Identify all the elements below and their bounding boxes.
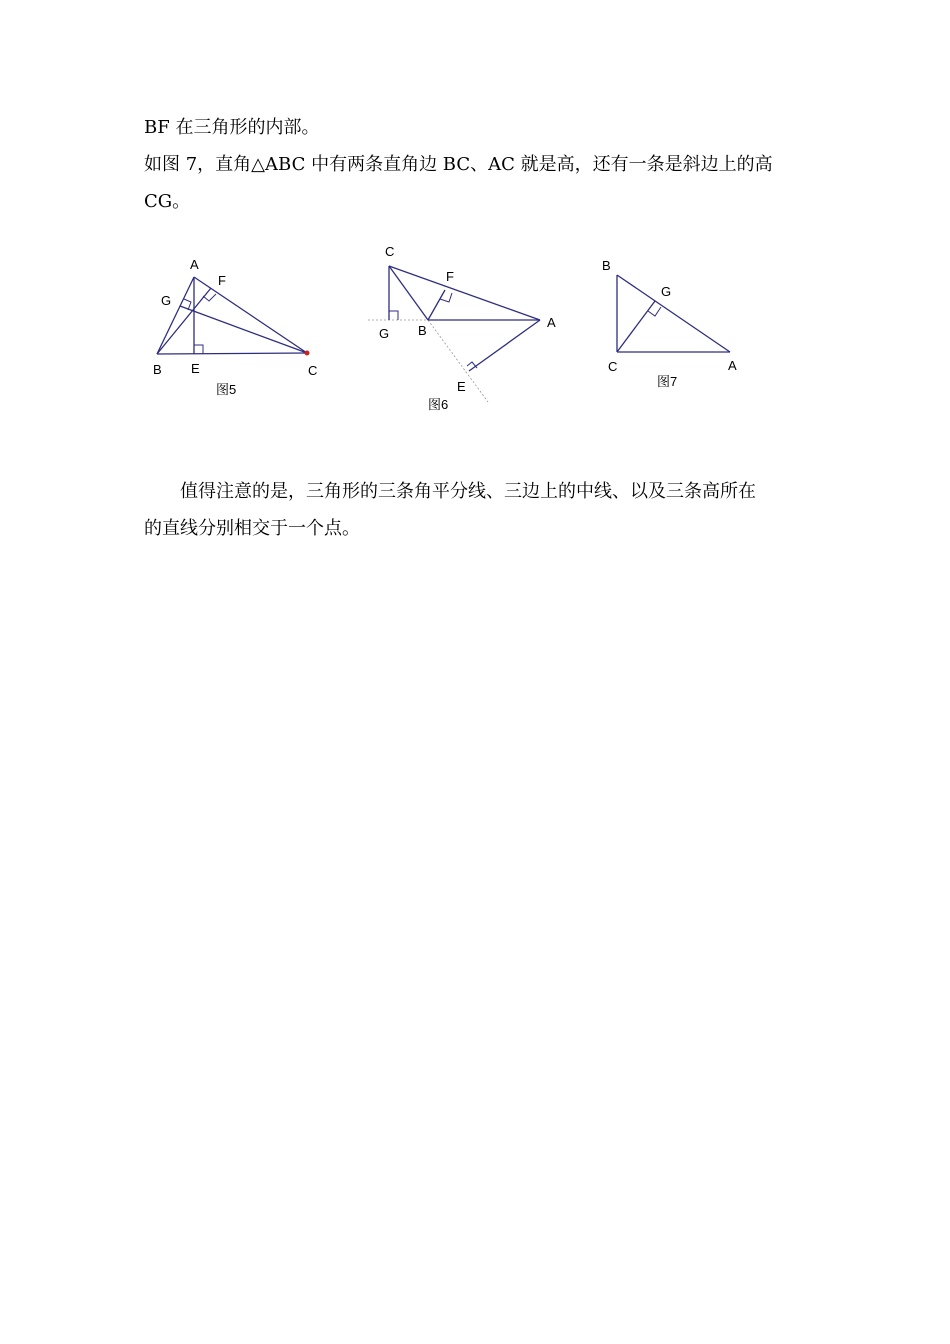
label-A: A xyxy=(190,257,199,272)
label-A: A xyxy=(728,358,737,373)
paragraph-line: 如图 7，直角△ABC 中有两条直角边 BC、AC 就是高，还有一条是斜边上的高 xyxy=(144,154,773,175)
altitude-CG xyxy=(617,301,655,352)
segment-CB xyxy=(389,266,428,320)
label-A: A xyxy=(547,315,556,330)
label-G: G xyxy=(379,326,390,341)
label-F: F xyxy=(446,269,454,284)
altitude-CG xyxy=(180,306,307,353)
segment-CA xyxy=(389,266,540,320)
label-E: E xyxy=(457,379,466,394)
label-G: G xyxy=(161,293,172,308)
right-angle-mark-E xyxy=(194,345,203,354)
label-B: B xyxy=(418,323,427,338)
label-C: C xyxy=(608,359,618,374)
label-F: F xyxy=(218,273,226,288)
paragraph-line: 值得注意的是，三角形的三条角平分线、三边上的中线、以及三条高所在 xyxy=(180,481,756,502)
paragraph-line: 的直线分别相交于一个点。 xyxy=(144,518,360,539)
segment-BA xyxy=(617,275,730,352)
altitude-BF xyxy=(428,290,445,320)
figure-7-diagram xyxy=(602,258,737,389)
label-B: B xyxy=(153,362,162,377)
segment-BC xyxy=(157,353,307,354)
figure-6-diagram xyxy=(368,244,556,412)
paragraph-line: BF 在三角形的内部。 xyxy=(144,117,320,138)
figure-caption: 图6 xyxy=(428,397,449,412)
label-C: C xyxy=(385,244,395,259)
label-E: E xyxy=(191,361,200,376)
figure-caption: 图5 xyxy=(216,382,237,397)
paragraph-line: CG。 xyxy=(144,191,191,212)
label-C: C xyxy=(308,363,318,378)
label-G: G xyxy=(661,284,672,299)
right-angle-mark-G xyxy=(389,311,398,320)
point-C xyxy=(305,351,310,356)
figure-caption: 图7 xyxy=(657,374,678,389)
altitude-AE xyxy=(469,320,540,371)
label-B: B xyxy=(602,258,611,273)
